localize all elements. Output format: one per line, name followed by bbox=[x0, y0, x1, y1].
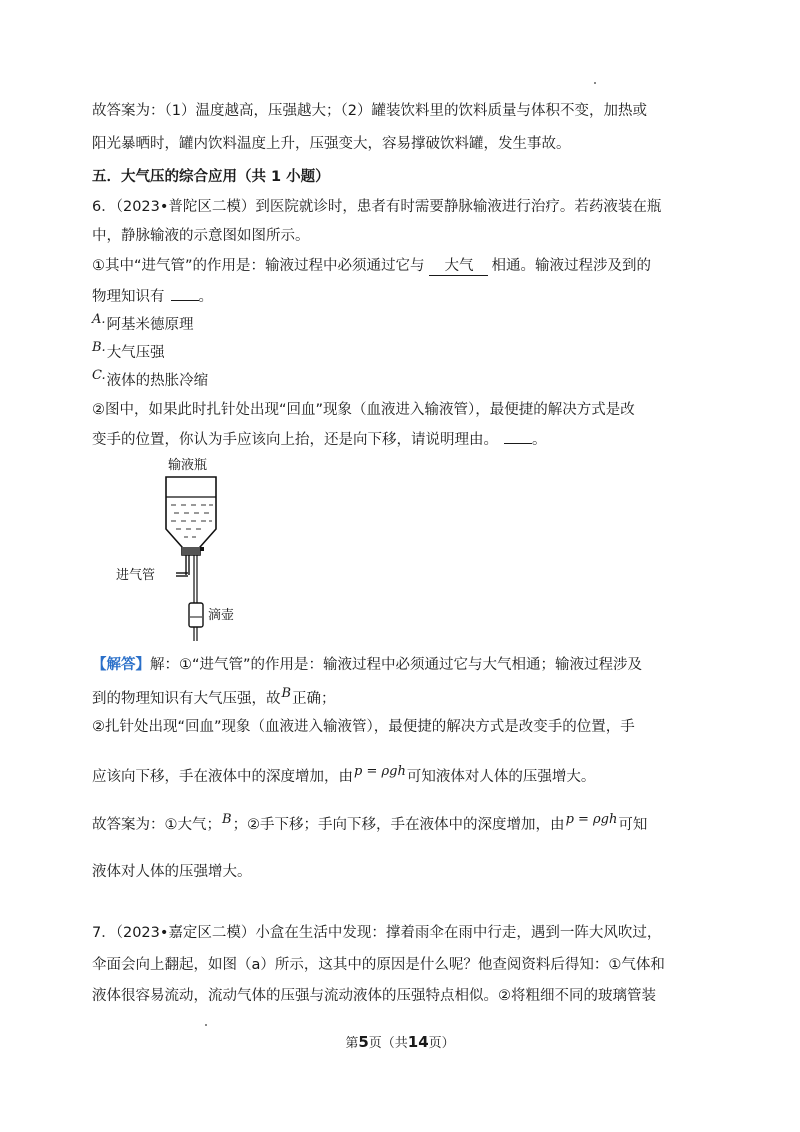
final-mid: ；②手下移；手向下移，手在液体中的深度增加，由 bbox=[232, 817, 565, 833]
solution6-line2 bbox=[92, 686, 336, 708]
option-letter: B. bbox=[92, 340, 106, 355]
scan-dot bbox=[205, 1024, 207, 1026]
option-text: 阿基米德原理 bbox=[106, 316, 194, 333]
footer-pre: 第 bbox=[345, 1036, 359, 1051]
figure-label-drip: 滴壶 bbox=[208, 608, 235, 623]
answer5-line1: 故答案为：（1）温度越高，压强越大；（2）罐装饮料里的饮料质量与体积不变，加热或 bbox=[92, 103, 647, 119]
drip-chamber bbox=[189, 603, 203, 627]
q6-option-c bbox=[92, 368, 208, 390]
option-text: 液体的热胀冷缩 bbox=[106, 372, 209, 389]
final-pre: 故答案为：①大气； bbox=[92, 817, 221, 833]
q6-line1: 6．（2023•普陀区二模）到医院就诊时，患者有时需要静脉输液进行治疗。若药液装在瓶 bbox=[92, 199, 662, 215]
q6-line2: 中，静脉输液的示意图如图所示。 bbox=[92, 228, 310, 244]
q6-option-a bbox=[92, 312, 194, 334]
solution6-line1 bbox=[92, 653, 642, 674]
solution6-line3: ②扎针处出现“回血”现象（血液进入输液管），最便捷的解决方式是改变手的位置，手 bbox=[92, 719, 635, 735]
q6-option-b bbox=[92, 340, 165, 362]
final-letter: B bbox=[222, 812, 232, 827]
q6-answer-blank: 大气 bbox=[429, 254, 488, 276]
iv-drip-diagram bbox=[116, 455, 276, 645]
solution6-line4 bbox=[92, 764, 595, 786]
footer-post: 页） bbox=[428, 1036, 455, 1051]
answer5-line2: 阳光暴晒时，罐内饮料温度上升，压强变大，容易撑破饮料罐，发生事故。 bbox=[92, 136, 571, 152]
figure-label-bottle: 输液瓶 bbox=[168, 458, 208, 473]
footer-page-number: 5 bbox=[358, 1033, 369, 1051]
final-post: 可知 bbox=[618, 817, 648, 833]
q6-line5: ②图中，如果此时扎针处出现“回血”现象（血液进入输液管），最便捷的解决方式是改 bbox=[92, 402, 635, 418]
q6-line4-text: 物理知识有 bbox=[92, 289, 165, 305]
q6-line4-end: 。 bbox=[198, 289, 213, 305]
iv-drip-figure bbox=[116, 455, 276, 649]
solution6-line2-pre: 到的物理知识有大气压强，故 bbox=[92, 691, 281, 707]
formula-pressure: p = ρgh bbox=[354, 764, 406, 779]
section-heading: 五．大气压的综合应用（共 1 小题） bbox=[92, 169, 330, 185]
final-formula: p = ρgh bbox=[565, 812, 618, 827]
footer-total-pages: 14 bbox=[407, 1033, 429, 1051]
scan-dot bbox=[594, 82, 596, 84]
bottle-stopper bbox=[182, 547, 200, 555]
answer-tag: 【解答】 bbox=[92, 657, 150, 673]
option-text: 大气压强 bbox=[106, 344, 165, 361]
figure-label-tube: 进气管 bbox=[116, 568, 156, 583]
footer-mid: 页（共 bbox=[368, 1036, 408, 1051]
q6-line3-pre: ①其中“进气管”的作用是：输液过程中必须通过它与 bbox=[92, 258, 425, 274]
option-letter: A. bbox=[92, 312, 106, 327]
q6-blank-2 bbox=[504, 429, 532, 444]
page-footer bbox=[0, 1032, 800, 1051]
q6-line4 bbox=[92, 285, 213, 306]
stopper-tab bbox=[200, 547, 204, 551]
q7-line3: 液体很容易流动，流动气体的压强与流动液体的压强特点相似。②将粗细不同的玻璃管装 bbox=[92, 988, 656, 1004]
q6-line6 bbox=[92, 428, 547, 449]
final-answer-line1 bbox=[92, 812, 647, 834]
final-answer-line2: 液体对人体的压强增大。 bbox=[92, 864, 252, 880]
q6-line3-post: 相通。输液过程涉及到的 bbox=[491, 258, 652, 274]
q6-line3 bbox=[92, 254, 651, 276]
solution6-line1-text: 解：①“进气管”的作用是：输液过程中必须通过它与大气相通；输液过程涉及 bbox=[150, 657, 643, 673]
bottle-outline bbox=[166, 477, 216, 555]
q6-blank-1 bbox=[171, 286, 199, 301]
solution6-line2-post: 正确； bbox=[292, 691, 336, 707]
solution6-line4-post: 可知液体对人体的压强增大。 bbox=[406, 769, 596, 785]
solution6-line4-pre: 应该向下移，手在液体中的深度增加，由 bbox=[92, 769, 353, 785]
q6-line6-text: 变手的位置，你认为手应该向上抬，还是向下移，请说明理由。 bbox=[92, 432, 498, 448]
q7-line2: 伞面会向上翻起，如图（a）所示，这其中的原因是什么呢？他查阅资料后得知：①气体和 bbox=[92, 957, 665, 973]
q7-line1: 7．（2023•嘉定区二模）小盒在生活中发现：撑着雨伞在雨中行走，遇到一阵大风吹过， bbox=[92, 925, 662, 941]
option-letter: C. bbox=[92, 368, 106, 383]
q6-line6-end: 。 bbox=[532, 432, 547, 448]
solution6-letter: B bbox=[281, 686, 292, 701]
